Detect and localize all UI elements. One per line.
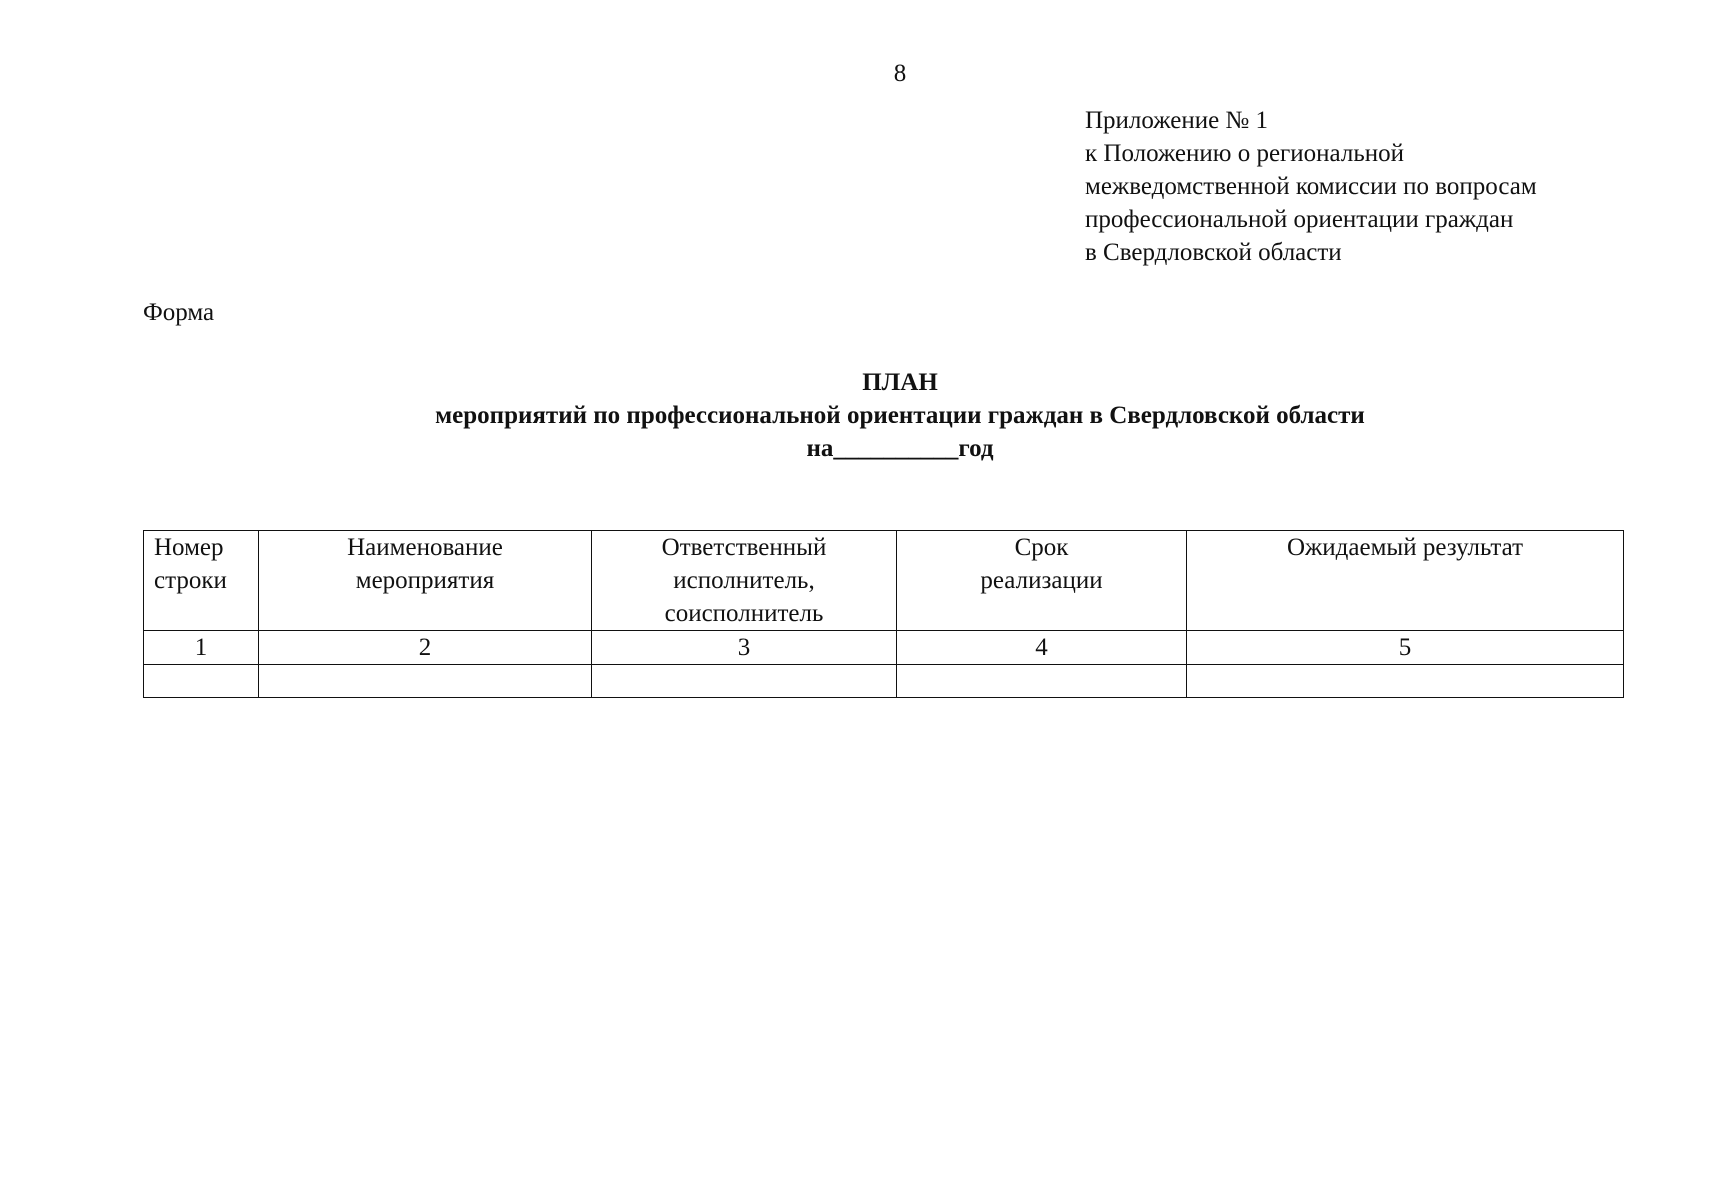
form-label: Форма <box>143 299 215 326</box>
table-cell: 4 <box>897 631 1187 665</box>
table-cell <box>1187 665 1624 698</box>
header-expected-result <box>1187 531 1624 631</box>
appendix-line: профессиональной ориентации граждан <box>1085 206 1514 233</box>
appendix-line: межведомственной комиссии по вопросам <box>1085 173 1537 200</box>
header-line: Ожидаемый результат <box>1286 534 1524 561</box>
appendix-line: Приложение № 1 <box>1085 107 1269 134</box>
header-line: реализации <box>980 567 1103 594</box>
table-cell <box>592 665 897 698</box>
table-cell: 3 <box>592 631 897 665</box>
header-line: Наименование <box>347 534 503 561</box>
plan-subtitle: мероприятий по профессиональной ориентации граждан в Свердловской области <box>435 402 1365 429</box>
table-row-numbering <box>144 631 1624 665</box>
header-line: строки <box>154 567 227 594</box>
header-row-number <box>144 531 259 631</box>
header-event-name <box>259 531 592 631</box>
table-header-row <box>144 531 1624 631</box>
plan-year-line: на__________год <box>806 435 994 462</box>
header-line: соисполнитель <box>664 600 824 627</box>
table-cell: 5 <box>1187 631 1624 665</box>
appendix-line: к Положению о региональной <box>1085 140 1405 167</box>
appendix-note <box>1085 104 1537 269</box>
header-line: Срок <box>1014 534 1069 561</box>
plan-heading <box>0 366 1711 465</box>
table-cell: 2 <box>259 631 592 665</box>
table-cell <box>897 665 1187 698</box>
plan-title: ПЛАН <box>862 369 938 396</box>
table-cell <box>259 665 592 698</box>
table-row-empty <box>144 665 1624 698</box>
table-cell <box>144 665 259 698</box>
header-line: Ответственный <box>661 534 827 561</box>
page-number: 8 <box>893 60 907 87</box>
appendix-line: в Свердловской области <box>1085 239 1342 266</box>
header-responsible <box>592 531 897 631</box>
header-line: Номер <box>154 534 224 561</box>
header-deadline <box>897 531 1187 631</box>
header-line: исполнитель, <box>673 567 815 594</box>
table-cell: 1 <box>144 631 259 665</box>
header-line: мероприятия <box>355 567 495 594</box>
plan-table <box>143 530 1624 698</box>
